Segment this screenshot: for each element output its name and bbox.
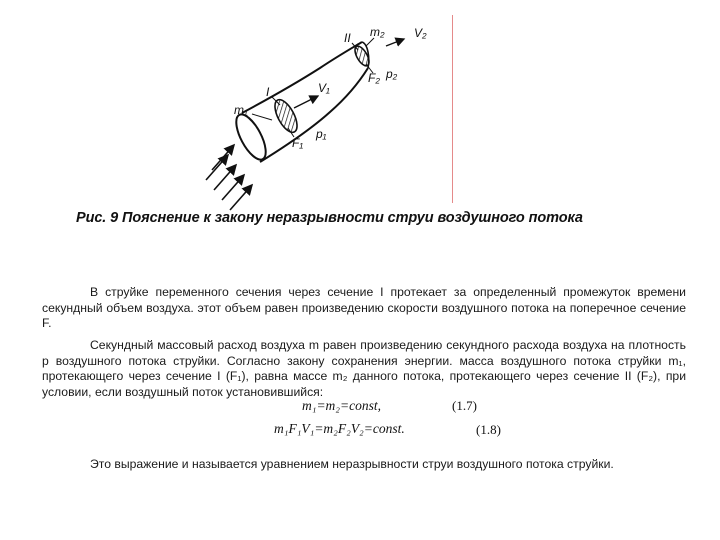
- figure-caption: Рис. 9 Пояснение к закону неразрывности струи воздушного потока: [76, 210, 583, 226]
- stream-tube-diagram: [190, 10, 460, 215]
- tube-upper-wall: [242, 42, 362, 113]
- label-f2: F₂: [368, 71, 380, 85]
- label-m2: m₂: [370, 25, 385, 39]
- label-m1: m₁: [234, 103, 248, 117]
- label-v1: V₁: [318, 81, 330, 95]
- label-section-two: II: [344, 31, 351, 45]
- paragraph-conclusion: Это выражение и называется уравнением неразрывности струи воздушного потока струйки.: [90, 457, 614, 472]
- formula-mass-equality: m₁=m₂=const,: [302, 398, 381, 413]
- section-one: [270, 96, 301, 135]
- label-p2: p₂: [386, 67, 398, 81]
- label-section-one: I: [266, 85, 270, 99]
- formula-number-1-8: (1.8): [476, 422, 501, 437]
- paragraph-volume-flow: В струйке переменного сечения через сечение I протекает за определенный промежуток времени секундный объем воздуха. этот объем равен произведению скорости воздушного потока на поперечное сечение F.: [42, 285, 686, 331]
- inflow-arrows: [206, 145, 252, 210]
- label-v2: V₂: [414, 26, 427, 40]
- formula-number-1-7: (1.7): [452, 398, 477, 413]
- label-f1: F₁: [292, 136, 304, 150]
- margin-line: [452, 15, 453, 203]
- paragraph-mass-flow: Секундный массовый расход воздуха m равен произведению секундного расхода воздуха на плотность p воздушного потока струйки. Согласно закону сохранения энергии. масса воздушного потока струйки m₁, протекающего через сечение I (F₁), равна массе m₂ данного потока, протекающего через сечение II (F₂), при условии, если воздушный поток установившийся:: [42, 338, 686, 399]
- velocity-v1-arrow: [294, 96, 318, 108]
- label-p1: p₁: [316, 127, 327, 141]
- formula-continuity: m₁F₁V₁=m₂F₂V₂=const.: [274, 421, 405, 436]
- velocity-v2-arrow: [386, 39, 404, 46]
